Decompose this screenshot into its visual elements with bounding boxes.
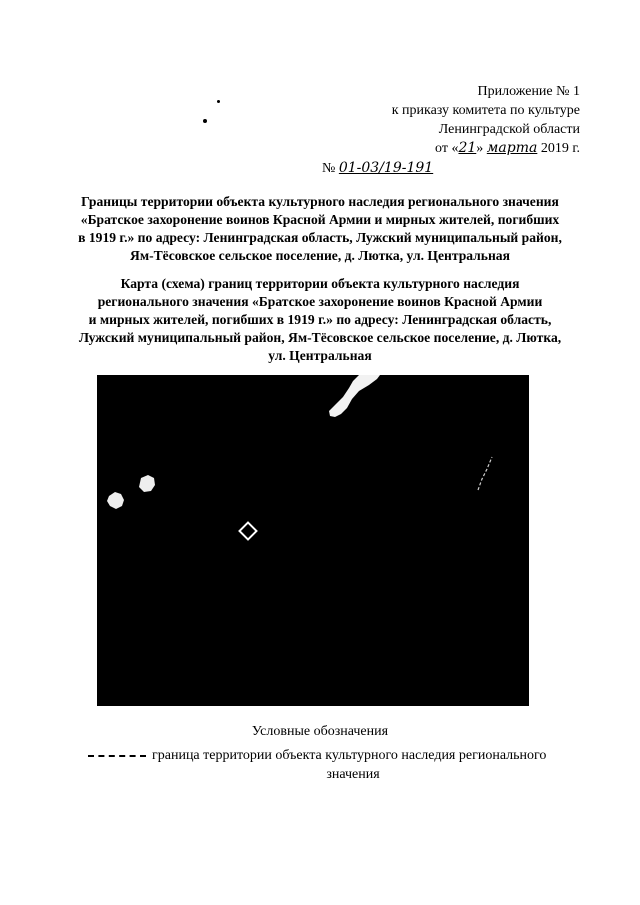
date-day: 21 [458,140,477,156]
title-line: в 1919 г.» по адресу: Ленинградская область, Лужский муниципальный район, [78,230,562,245]
map-background [97,375,529,706]
legend-item-text: граница территории объекта культурного наследия регионального [152,748,547,763]
title-line: «Братское захоронение воинов Красной Армии и мирных жителей, погибших [80,212,560,227]
caption-line: Лужский муниципальный район, Ям-Тёсовское сельское поселение, д. Лютка, [78,330,562,345]
caption-line: и мирных жителей, погибших в 1919 г.» по адресу: Ленинградская область, [88,312,552,327]
scan-speck [217,100,220,103]
appendix-block [320,82,580,178]
title-line: Ям-Тёсовское сельское поселение, д. Лютка, ул. Центральная [130,248,510,263]
appendix-number [320,159,580,178]
caption-line: Карта (схема) границ территории объекта культурного наследия [120,276,520,291]
caption-line: регионального значения «Братское захоронение воинов Красной Армии [97,294,543,309]
scan-speck [203,119,207,123]
appendix-title: Приложение № 1 [477,84,580,99]
number-value: 01-03/19-191 [338,160,434,176]
date-year: 2019 г. [537,141,580,156]
title-line: Границы территории объекта культурного наследия регионального значения [81,194,559,209]
date-month: марта [486,140,538,156]
appendix-date [320,139,580,158]
map-caption [60,275,580,365]
date-mid: » [476,141,487,156]
number-prefix: № [322,161,339,176]
legend-heading: Условные обозначения [251,724,389,739]
appendix-line-2: Ленинградской области [438,122,580,137]
legend-item [88,746,578,784]
dashed-line-icon [88,755,146,757]
appendix-line-1: к приказу комитета по культуре [391,103,580,118]
date-prefix: от « [435,141,459,156]
legend-item-text-cont: значения [326,767,380,782]
caption-line: ул. Центральная [268,348,372,363]
document-title [60,193,580,265]
map-image [97,375,529,706]
map-drawing [97,375,529,706]
